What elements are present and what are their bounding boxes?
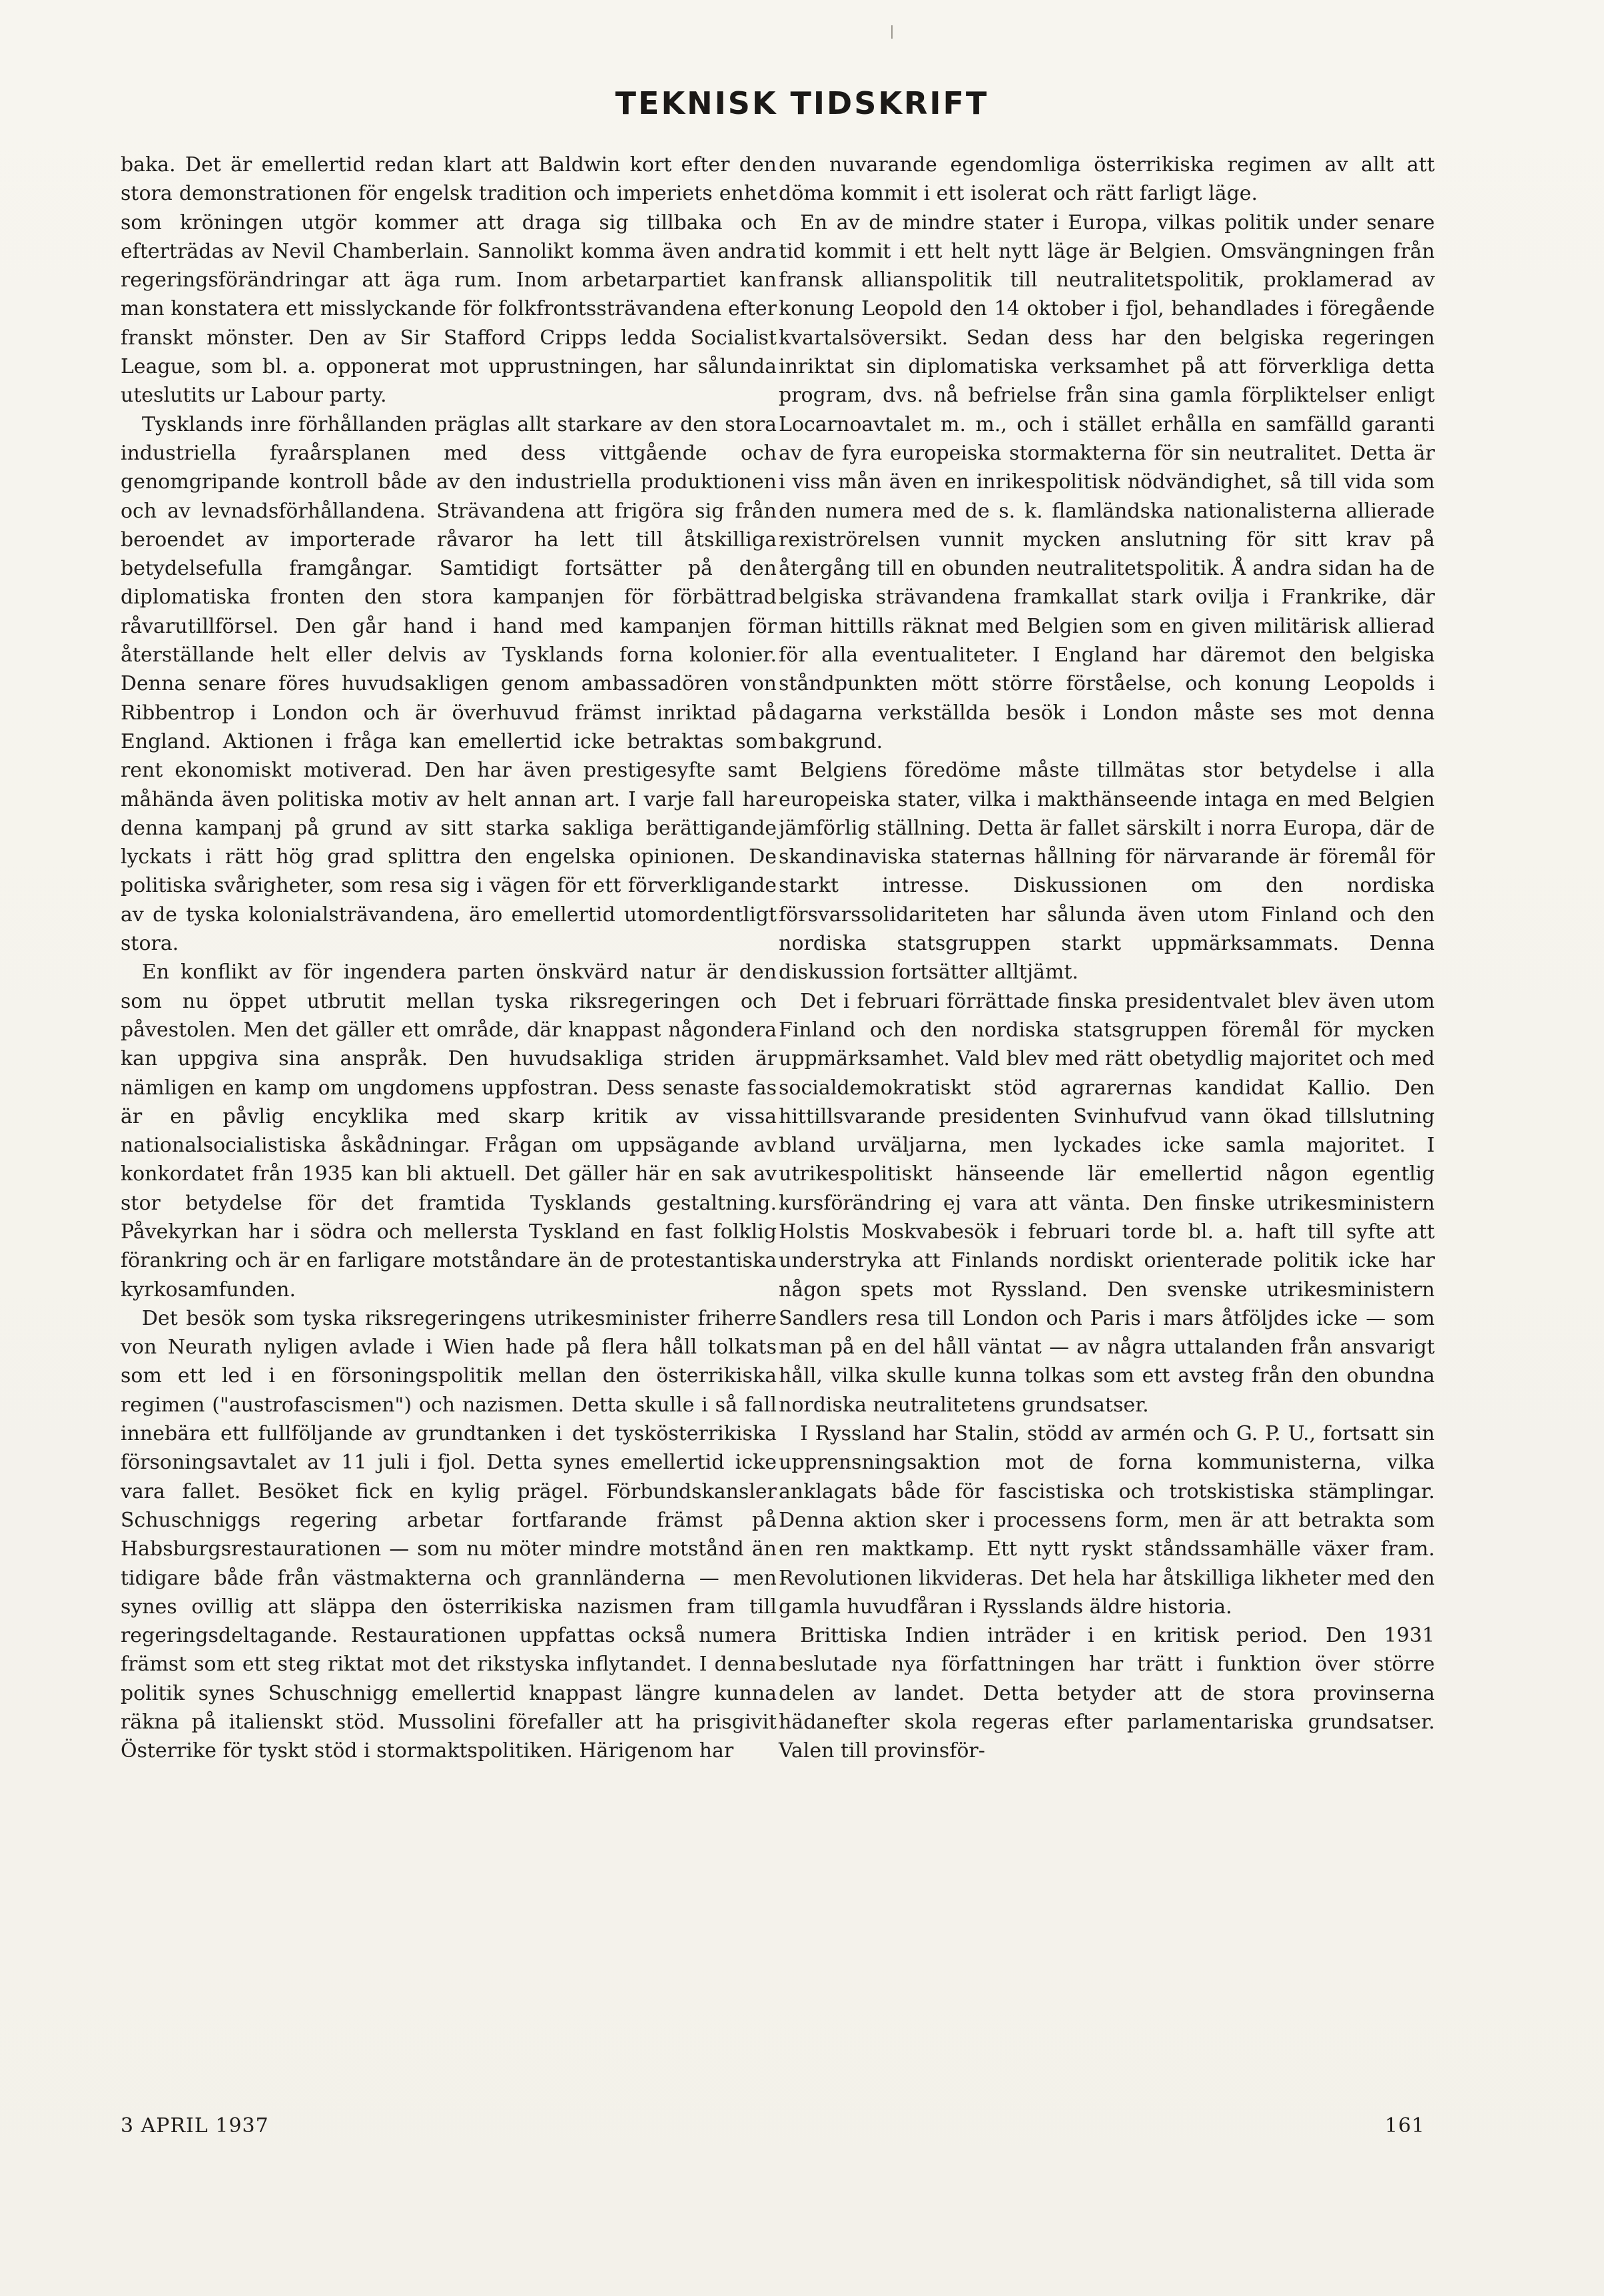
- paragraph: den nuvarande egendomliga österrikiska regimen av allt att döma kommit i ett isolerat och rätt farligt läge.: [779, 153, 1435, 206]
- journal-masthead: TEKNISK TIDSKRIFT: [615, 85, 989, 121]
- paragraph: En konflikt av för ingendera parten önskvärd natur är den som nu öppet utbrutit mellan tyska riksregeringen och påvestolen. Men det gäller ett område, där knappast någondera kan uppgiva sina anspråk. Den huvudsakliga striden är nämligen en kamp om ungdomens uppfostran. Dess senaste fas är en påvlig encyklika med skarp kritik av vissa nationalsocialistiska åskådningar. Frågan om uppsägande av konkordatet från 1935 kan bli aktuell. Det gäller här en sak av stor betydelse för det framtida Tysklands gestaltning. Påvekyrkan har i södra och mellersta Tyskland en fast folklig förankring och är en farligare motståndare än de protestantiska kyrkosamfunden.: [121, 960, 777, 1302]
- paragraph: Tysklands inre förhållanden präglas allt starkare av den stora industriella fyraårsplanen med dess vittgående och genomgripande kontroll både av den industriella produktionen och av levnadsförhållandena. Strävandena att frigöra sig från beroendet av importerade råvaror ha lett till åtskilliga betydelsefulla framgångar. Samtidigt fortsätter på den diplomatiska fronten den stora kampanjen för förbättrad råvarutillförsel. Den går hand i hand med kampanjen för återställande helt eller delvis av Tysklands forna kolonier. Denna senare föres huvudsakligen genom ambassadören von Ribbentrop i London och är överhuvud främst inriktad på England. Aktionen i fråga kan emellertid icke betraktas som rent ekonomiskt motiverad. Den har även prestigesyfte samt måhända även politiska motiv av helt annan art. I varje fall har denna kampanj på grund av sitt starka sakliga berättigande lyckats i rätt hög grad splittra den engelska opinionen. De politiska svårigheter, som resa sig i vägen för ett förverkligande av de tyska kolonialsträvandena, äro emellertid utomordentligt stora.: [121, 412, 777, 956]
- print-mark: [891, 25, 893, 39]
- right-text-column: [779, 151, 1435, 1766]
- paragraph: Brittiska Indien inträder i en kritisk period. Den 1931 beslutade nya författningen har trätt i funktion över större delen av landet. Detta betyder att de stora provinserna hädanefter skola regeras efter parlamentariska grundsatser. Valen till provinsför-: [779, 1624, 1435, 1763]
- paragraph: baka. Det är emellertid redan klart att Baldwin kort efter den stora demonstrationen för engelsk tradition och imperiets enhet som kröningen utgör kommer att draga sig tillbaka och efterträdas av Nevil Chamberlain. Sannolikt komma även andra regeringsförändringar att äga rum. Inom arbetarpartiet kan man konstatera ett misslyckande för folkfrontssträvandena efter franskt mönster. Den av Sir Stafford Cripps ledda Socialist League, som bl. a. opponerat mot upprustningen, har sålunda uteslutits ur Labour party.: [121, 153, 777, 408]
- left-text-column: [121, 151, 777, 1766]
- paragraph: Belgiens föredöme måste tillmätas stor betydelse i alla europeiska stater, vilka i makthänseende intaga en med Belgien jämförlig ställning. Detta är fallet särskilt i norra Europa, där de skandinaviska staternas hållning för närvarande är föremål för starkt intresse. Diskussionen om den nordiska försvarssolidariteten har sålunda även utom Finland och den nordiska statsgruppen starkt uppmärksammats. Denna diskussion fortsätter alltjämt.: [779, 759, 1435, 984]
- paragraph: Det besök som tyska riksregeringens utrikesminister friherre von Neurath nyligen avlade i Wien hade på flera håll tolkats som ett led i en försoningspolitik mellan den österrikiska regimen ("austrofascismen") och nazismen. Detta skulle i så fall innebära ett fullföljande av grundtanken i det tyskösterrikiska försoningsavtalet av 11 juli i fjol. Detta synes emellertid icke vara fallet. Besöket fick en kylig prägel. Förbundskansler Schuschniggs regering arbetar fortfarande främst på Habsburgsrestaurationen — som nu möter mindre motstånd än tidigare både från västmakterna och grannländerna — men synes ovillig att släppa den österrikiska nazismen fram till regeringsdeltagande. Restaurationen uppfattas också numera främst som ett steg riktat mot det rikstyska inflytandet. I denna politik synes Schuschnigg emellertid knappast längre kunna räkna på italienskt stöd. Mussolini förefaller att ha prisgivit Österrike för tyskt stöd i stormaktspolitiken. Härigenom har: [121, 1306, 777, 1763]
- paragraph: En av de mindre stater i Europa, vilkas politik under senare tid kommit i ett helt nytt läge är Belgien. Omsvängningen från fransk allianspolitik till neutralitetspolitik, proklamerad av konung Leopold den 14 oktober i fjol, behandlades i föregående kvartalsöversikt. Sedan dess har den belgiska regeringen inriktat sin diplomatiska verksamhet på att förverkliga detta program, dvs. nå befrielse från sina gamla förpliktelser enligt Locarnoavtalet m. m., och i stället erhålla en samfälld garanti av de fyra europeiska stormakterna för sin neutralitet. Detta är i viss mån även en inrikespolitisk nödvändighet, så till vida som den numera med de s. k. flamländska nationalisterna allierade rexiströrelsen vunnit mycken anslutning för sitt krav på återgång till en obunden neutralitetspolitik. Å andra sidan ha de belgiska strävandena framkallat stark ovilja i Frankrike, där man hittills räknat med Belgien som en given militärisk allierad för alla eventualiteter. I England har däremot den belgiska ståndpunkten mött större förståelse, och konung Leopolds i dagarna verkställda besök i London måste ses mot denna bakgrund.: [779, 210, 1435, 753]
- issue-date: 3 APRIL 1937: [121, 2114, 269, 2137]
- page-number: 161: [1385, 2114, 1425, 2137]
- paragraph: I Ryssland har Stalin, stödd av armén och G. P. U., fortsatt sin upprensningsaktion mot de forna kommunisterna, vilka anklagats både för fascistiska och trotskistiska stämplingar. Denna aktion sker i processens form, men är att betrakta som en ren maktkamp. Ett nytt ryskt ståndssamhälle växer fram. Revolutionen likvideras. Det hela har åtskilliga likheter med den gamla huvudfåran i Rysslands äldre historia.: [779, 1422, 1435, 1619]
- paragraph: Det i februari förrättade finska presidentvalet blev även utom Finland och den nordiska statsgruppen föremål för mycken uppmärksamhet. Vald blev med rätt obetydlig majoritet och med socialdemokratiskt stöd agrarernas kandidat Kallio. Den hittillsvarande presidenten Svinhufvud vann ökad tillslutning bland urväljarna, men lyckades icke samla majoritet. I utrikespolitiskt hänseende lär emellertid någon egentlig kursförändring ej vara att vänta. Den finske utrikesministern Holstis Moskvabesök i februari torde bl. a. haft till syfte att understryka att Finlands nordiskt orienterade politik icke har någon spets mot Ryssland. Den svenske utrikesministern Sandlers resa till London och Paris i mars åtföljdes icke — som man på en del håll väntat — av några uttalanden från ansvarigt håll, vilka skulle kunna tolkas som ett avsteg från den obundna nordiska neutralitetens grundsatser.: [779, 989, 1435, 1417]
